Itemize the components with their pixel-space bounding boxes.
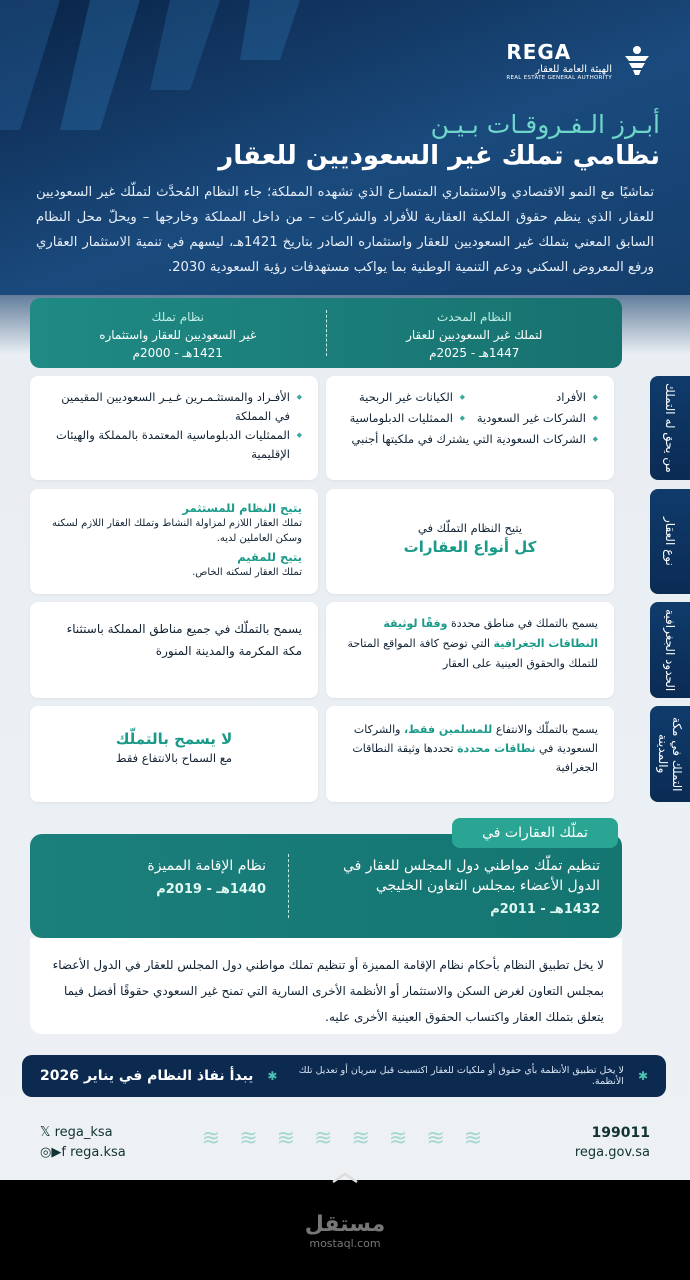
rega-emblem-icon [620, 44, 654, 78]
eligibility-old-cell [30, 376, 318, 480]
makkah-old-title: لا يسمح بالتملّك [115, 730, 233, 748]
old-system-label: نظام تملك [151, 310, 204, 324]
ownership-note: لا يخل تطبيق النظام بأحكام نظام الإقامة المميزة أو تنظيم تملك مواطني دول المجلس للعقار في الدول الأعضاء بمجلس التعاون لغرض السكن والاستثمار أو الأنظمة الأخرى السارية التي تمنح غير السعودي حقوقًا أفضل فيما يتعلق بتملك العقار واكتساب الحقوق العينية الأخرى عليه. [30, 938, 622, 1034]
eligibility-new-list [342, 388, 598, 449]
makkah-new-cell [326, 706, 614, 802]
footer-pattern: ≋ ≋ ≋ ≋ ≋ ≋ ≋ ≋ [201, 1126, 489, 1151]
geography-new-accent: وفقًا لوثيقة النطاقات الجغرافية [383, 617, 598, 650]
tab-eligibility: من يحق له التملك [650, 376, 690, 480]
footer-contact [575, 1123, 650, 1163]
rega-logo [506, 40, 654, 81]
x-icon: 𝕏 [40, 1125, 55, 1140]
list-item: ◆ الأفـراد والمستثـمـرين غـيـر السعوديين المقيمين في المملكة [46, 388, 302, 426]
new-system-name: لتملك غير السعوديين للعقار [406, 328, 543, 342]
premium-date: 1440هـ - 2019م [156, 882, 267, 897]
website-link[interactable]: rega.gov.sa [574, 1145, 650, 1160]
x-handle-row[interactable] [40, 1123, 126, 1143]
chevron-up-icon[interactable] [331, 1172, 359, 1184]
footer [0, 1110, 690, 1176]
makkah-new-accent1: للمسلمين فقط، [403, 723, 493, 736]
title-line-1: أبـرز الـفـروقـات بـيـن [430, 110, 660, 139]
ownership-systems-bar [30, 834, 622, 938]
new-system-date: 1447هـ - 2025م [429, 346, 520, 360]
row-eligibility [30, 376, 614, 480]
logo-sub: REAL ESTATE GENERAL AUTHORITY [506, 75, 612, 81]
list-item: ◆ الأفراد [475, 388, 598, 407]
list-item: ◆ الممثليات الدبلوماسية المعتمدة بالمملكة والهيئات الإقليمية [46, 426, 302, 464]
old-system-header [30, 298, 326, 368]
list-item: ◆ الشركات غير السعودية [475, 409, 598, 428]
property-new-cell [326, 489, 614, 594]
watermark [0, 1212, 690, 1250]
new-system-header [327, 298, 623, 368]
systems-header [30, 298, 622, 368]
property-resident-title: يتيح للمقيم [237, 550, 302, 564]
star-icon: ✱ [637, 1069, 648, 1083]
makkah-new-suffix: تحددها وثيقة النطاقات الجغرافية [352, 742, 598, 774]
list-item: ◆ الكيانات غير الربحية [342, 388, 465, 407]
property-investor-title: يتيح النظام للمستثمر [182, 501, 302, 515]
property-investor-text: تملك العقار اللازم لمزاولة النشاط وتملك العقار اللازم لسكنه وسكن العاملين لديه. [52, 518, 302, 544]
makkah-new-mid: والشركات السعودية في [353, 723, 598, 755]
social-icons: ◎▶f [40, 1145, 71, 1160]
old-system-date: 1421هـ - 2000م [132, 346, 223, 360]
footer-social [40, 1123, 126, 1163]
makkah-new-accent2: نطاقات محددة [457, 742, 536, 755]
property-resident-text: تملك العقار لسكنه الخاص. [192, 567, 302, 578]
tab-geography: الحدود الجغرافية [650, 602, 690, 698]
logo-en: REGA [506, 40, 572, 64]
geography-new-cell [326, 602, 614, 698]
property-new-line1: يتيح النظام التملّك في [417, 521, 523, 535]
property-new-line2: كل أنواع العقارات [403, 538, 537, 556]
effective-main: يبدأ نفاذ النظام في يناير 2026 [40, 1068, 254, 1084]
phone-number[interactable]: 199011 [591, 1125, 650, 1141]
makkah-new-prefix: يسمح بالتملّك والانتفاع [495, 723, 598, 736]
geography-new-suffix: التي توضح كافة المواقع المتاحة للتملك والحقوق العينية على العقار [347, 637, 598, 670]
social-handle-row[interactable] [40, 1143, 126, 1163]
watermark-ar: مستقل [304, 1212, 386, 1237]
watermark-en: mostaql.com [309, 1237, 381, 1250]
star-icon: ✱ [267, 1069, 278, 1083]
makkah-old-cell [30, 706, 318, 802]
row-makkah-madinah [30, 706, 614, 802]
property-old-cell [30, 489, 318, 594]
logo-ar: الهيئة العامة للعقار [535, 64, 612, 75]
list-item: ◆ الشركات السعودية التي يشترك في ملكيتها أجنبي [342, 430, 598, 449]
ownership-pill: تملّك العقارات في [452, 818, 618, 848]
gcc-date: 1432هـ - 2011م [490, 902, 600, 917]
geography-old-text: يسمح بالتملّك في جميع مناطق المملكة باستثناء مكة المكرمة والمدينة المنورة [66, 622, 302, 658]
social-handle: rega.ksa [70, 1145, 126, 1160]
ownership-divider [288, 854, 289, 918]
row-geography [30, 602, 614, 698]
geography-new-prefix: يسمح بالتملك في مناطق محددة [450, 617, 598, 630]
page-title [218, 110, 660, 171]
gcc-title: تنظيم تملّك مواطني دول المجلس للعقار في الدول الأعضاء بمجلس التعاون الخليجي [343, 858, 600, 894]
premium-residency-system [30, 834, 288, 938]
new-system-label: النظام المحدث [436, 310, 512, 324]
eligibility-new-cell [326, 376, 614, 480]
title-line-2: نظامي تملك غير السعوديين للعقار [218, 141, 660, 171]
list-item: ◆ الممثليات الدبلوماسية [342, 409, 465, 428]
gcc-system [289, 834, 622, 938]
intro-paragraph: تماشيًا مع النمو الاقتصادي والاستثماري المتسارع الذي تشهده المملكة؛ جاء النظام المُحدَّث لتملّك غير السعوديين للعقار، الذي ينظم حقوق الملكية العقارية للأفراد والشركات – من داخل المملكة وخارجها – ويحلّ محل النظام السابق المعني بتملك غير السعوديين للعقار واستثماره الصادر بتاريخ 1421هـ، ليسهم في تنمية الاستثمار العقاري ورفع المعروض السكني ودعم التنمية الوطنية بما يواكب مستهدفات رؤية السعودية 2030. [36, 185, 654, 275]
eligibility-old-list [46, 388, 302, 464]
effective-date-banner [22, 1055, 666, 1097]
header-divider [326, 310, 327, 356]
makkah-old-text: مع السماح بالانتفاع فقط [115, 751, 233, 765]
row-property-type [30, 489, 614, 594]
geography-old-cell [30, 602, 318, 698]
premium-title: نظام الإقامة المميزة [147, 858, 267, 874]
tab-makkah-madinah: التملك في مكة والمدينة [650, 706, 690, 802]
x-handle: rega_ksa [54, 1125, 113, 1140]
tab-property-type: نوع العقار [650, 489, 690, 594]
effective-note: لا يخل تطبيق الأنظمة بأي حقوق أو ملكيات للعقار اكتسبت قبل سريان أو تعديل تلك الأنظمة. [298, 1065, 624, 1087]
old-system-name: غير السعوديين للعقار واستثماره [99, 328, 257, 342]
